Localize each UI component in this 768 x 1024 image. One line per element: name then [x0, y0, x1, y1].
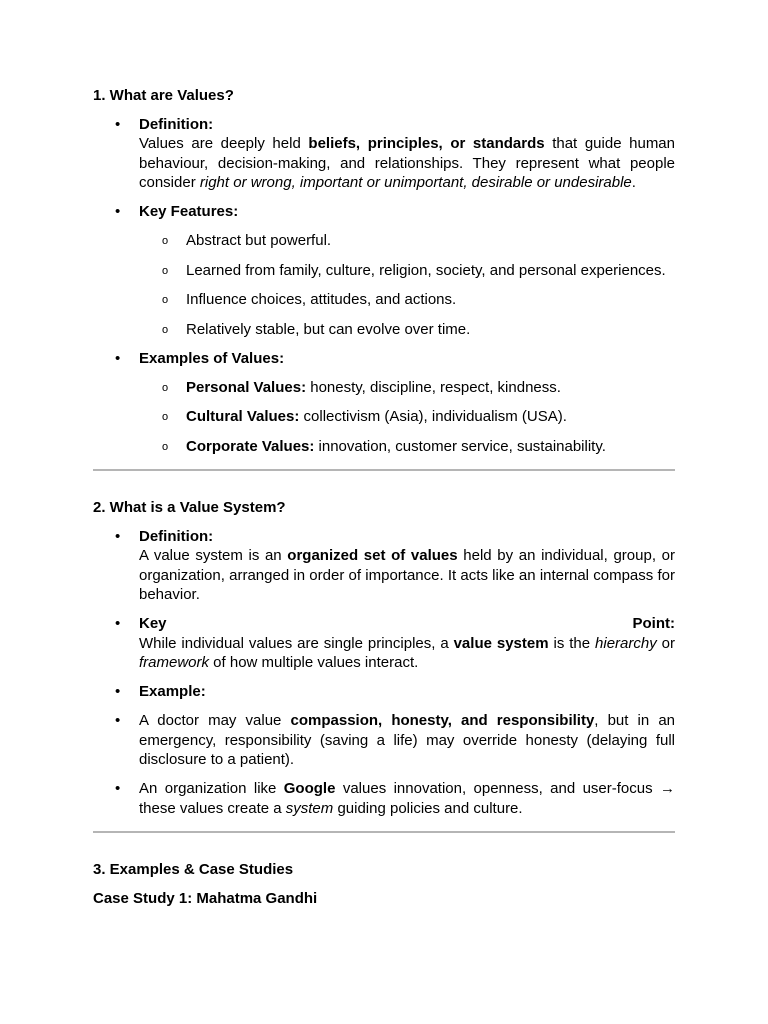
- sublist-text: Relatively stable, but can evolve over time.: [186, 320, 471, 338]
- item-title: Examples of Values:: [139, 349, 285, 367]
- list-item-example: [93, 682, 675, 702]
- list-item-doctor: [93, 711, 675, 770]
- text-run: guiding policies and culture.: [333, 799, 523, 817]
- text-run: .: [631, 174, 636, 191]
- bold-text: value system: [453, 634, 549, 652]
- item-title: Example:: [139, 683, 206, 700]
- bullet-icon: •: [115, 349, 121, 367]
- list-item-key-features: [93, 202, 675, 339]
- text-run: or: [656, 634, 675, 652]
- bullet-icon: •: [115, 203, 121, 220]
- list-item-organization: [93, 779, 675, 818]
- text-run: A doctor may value: [139, 712, 291, 729]
- circle-bullet-icon: o: [162, 411, 169, 423]
- list-item-definition: [93, 115, 675, 193]
- value-system-list: [93, 527, 675, 819]
- bullet-icon: •: [115, 683, 121, 700]
- text-run: held by an individual, group, or organization, arranged in order of importance. It acts like an internal compass for behavior.: [139, 547, 675, 603]
- section-heading-value-system: 2. What is a Value System?: [93, 499, 286, 516]
- bold-text: Google: [283, 780, 336, 797]
- circle-bullet-icon: o: [162, 381, 169, 394]
- italic-text: hierarchy: [595, 634, 657, 652]
- italic-text: framework: [139, 654, 210, 671]
- circle-bullet-icon: o: [162, 235, 169, 247]
- example-text: collectivism (Asia), individualism (USA).: [299, 408, 567, 425]
- circle-bullet-icon: o: [162, 294, 169, 306]
- example-text: honesty, discipline, respect, kindness.: [306, 378, 561, 396]
- circle-bullet-icon: o: [162, 323, 169, 336]
- item-title: Definition:: [139, 115, 214, 133]
- bullet-icon: •: [115, 712, 121, 729]
- sublist-item: [139, 378, 675, 398]
- sublist-item: [139, 290, 675, 310]
- text-run: Values are deeply held: [139, 135, 309, 152]
- text-run: While individual values are single principles, a: [139, 634, 454, 652]
- example-text: innovation, customer service, sustainability.: [314, 437, 606, 455]
- sublist-item: [139, 231, 675, 251]
- title-left: Key: [139, 615, 167, 632]
- text-run: A value system is an: [139, 547, 288, 564]
- italic-text: system: [285, 799, 334, 817]
- case-study-heading: Case Study 1: Mahatma Gandhi: [93, 889, 318, 907]
- example-label: Corporate Values:: [186, 437, 315, 455]
- text-run: of how multiple values interact.: [209, 654, 419, 671]
- italic-text: right or wrong, important or unimportant, desirable or undesirable: [199, 174, 632, 191]
- document-body: [93, 86, 675, 908]
- bold-text: compassion, honesty, and responsibility: [290, 712, 595, 729]
- sublist-item: [139, 320, 675, 340]
- list-item-examples: [93, 349, 675, 457]
- text-run: , but in an emergency, responsibility (saving a life) may override honesty (delaying full disclosure to a patient).: [139, 712, 676, 768]
- item-title: Key Features:: [139, 203, 239, 220]
- list-item-key-point: [93, 614, 675, 673]
- circle-bullet-icon: o: [162, 440, 169, 453]
- sublist-item: [139, 437, 675, 457]
- circle-bullet-icon: o: [162, 264, 169, 277]
- examples-sublist: [139, 378, 675, 457]
- item-title: [139, 614, 675, 634]
- sublist-text: Abstract but powerful.: [186, 232, 332, 249]
- bullet-icon: •: [115, 615, 121, 632]
- bold-text: organized set of values: [287, 547, 458, 564]
- list-item-definition: [93, 527, 675, 605]
- horizontal-divider: [93, 469, 675, 471]
- text-run: that guide human behaviour, decision-making, and relationships. They represent what people consider: [139, 135, 675, 191]
- sublist-item: [139, 261, 675, 281]
- text-run: is the: [548, 634, 596, 652]
- horizontal-divider: [93, 831, 675, 833]
- sublist-text: Learned from family, culture, religion, society, and personal experiences.: [186, 261, 666, 279]
- key-features-sublist: [139, 231, 675, 339]
- item-title: Definition:: [139, 527, 214, 545]
- bold-text: beliefs, principles, or standards: [308, 135, 545, 152]
- sublist-text: Influence choices, attitudes, and actions.: [186, 291, 457, 308]
- section-heading-case-studies: 3. Examples & Case Studies: [93, 861, 294, 878]
- example-label: Personal Values:: [186, 378, 307, 396]
- sublist-item: [139, 407, 675, 427]
- bullet-icon: •: [115, 527, 121, 545]
- bullet-icon: •: [115, 115, 121, 133]
- title-right: Point:: [632, 615, 675, 632]
- values-list: [93, 115, 675, 457]
- bullet-icon: •: [115, 780, 121, 797]
- section-heading-values: 1. What are Values?: [93, 87, 234, 104]
- example-label: Cultural Values:: [186, 408, 300, 425]
- text-run: An organization like: [139, 780, 284, 797]
- text-run: values innovation, openness, and user-focus → these values create a: [139, 780, 675, 817]
